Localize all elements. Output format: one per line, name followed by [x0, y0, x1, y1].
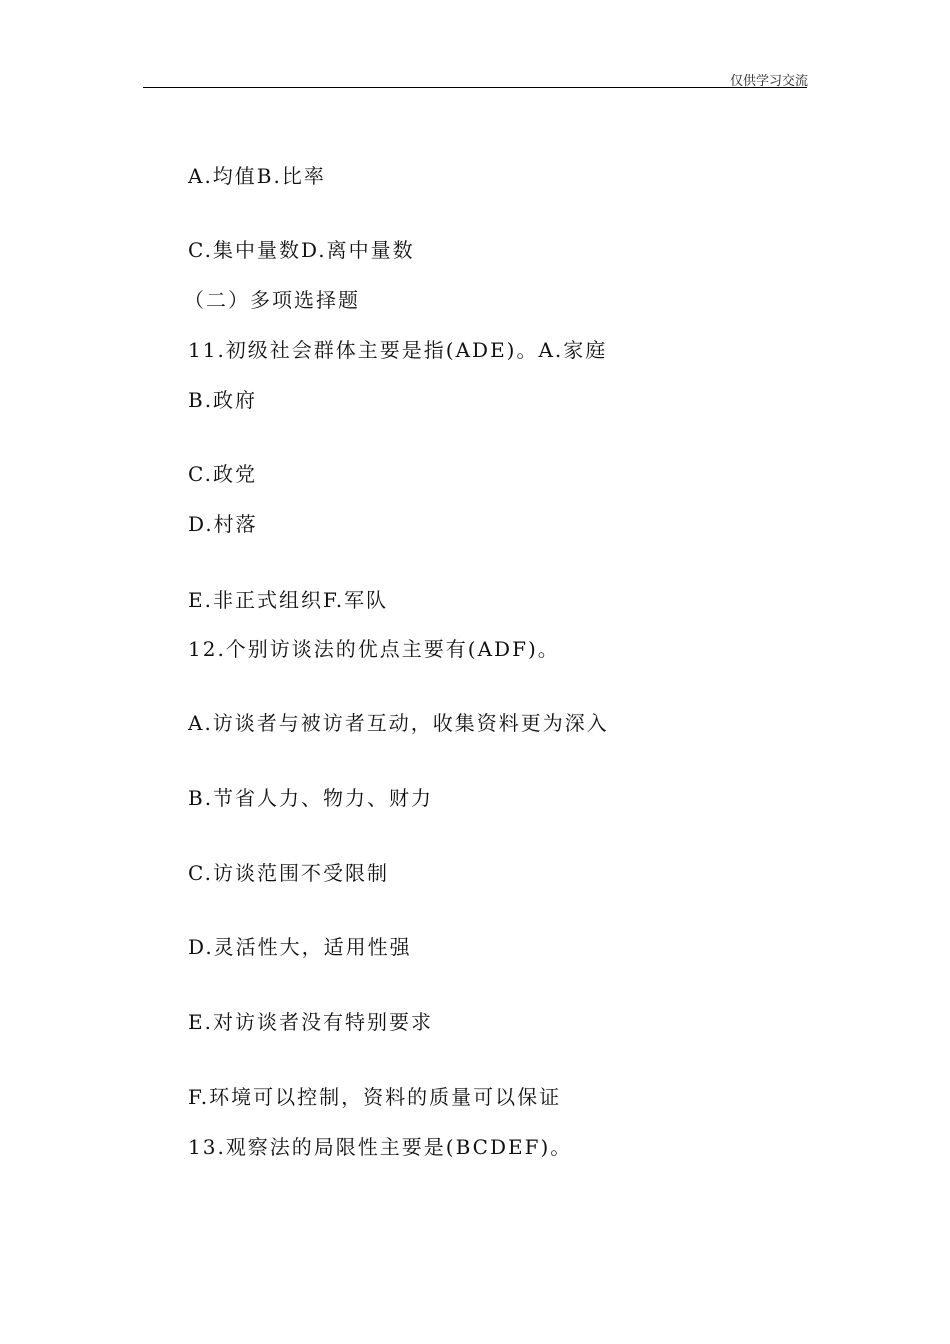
option-line: A.均值B.比率 [188, 164, 326, 188]
section-heading: （二）多项选择题 [184, 288, 360, 312]
option-line: D.灵活性大，适用性强 [188, 935, 412, 959]
option-line: B.政府 [188, 388, 258, 412]
option-line: C.政党 [188, 462, 257, 486]
question-line: 11.初级社会群体主要是指(ADE)。A.家庭 [188, 338, 608, 362]
option-line: D.村落 [188, 512, 258, 536]
header-label: 仅供学习交流 [729, 74, 808, 89]
header-rule [143, 87, 807, 88]
question-line: 13.观察法的局限性主要是(BCDEF)。 [188, 1135, 573, 1159]
option-line: C.访谈范围不受限制 [188, 861, 389, 885]
option-line: E.对访谈者没有特别要求 [188, 1010, 433, 1034]
option-line: A.访谈者与被访者互动，收集资料更为深入 [188, 711, 609, 735]
option-line: F.环境可以控制，资料的质量可以保证 [188, 1085, 562, 1109]
option-line: C.集中量数D.离中量数 [188, 238, 415, 262]
question-line: 12.个别访谈法的优点主要有(ADF)。 [188, 637, 560, 661]
option-line: B.节省人力、物力、财力 [188, 786, 434, 810]
option-line: E.非正式组织F.军队 [188, 588, 389, 612]
